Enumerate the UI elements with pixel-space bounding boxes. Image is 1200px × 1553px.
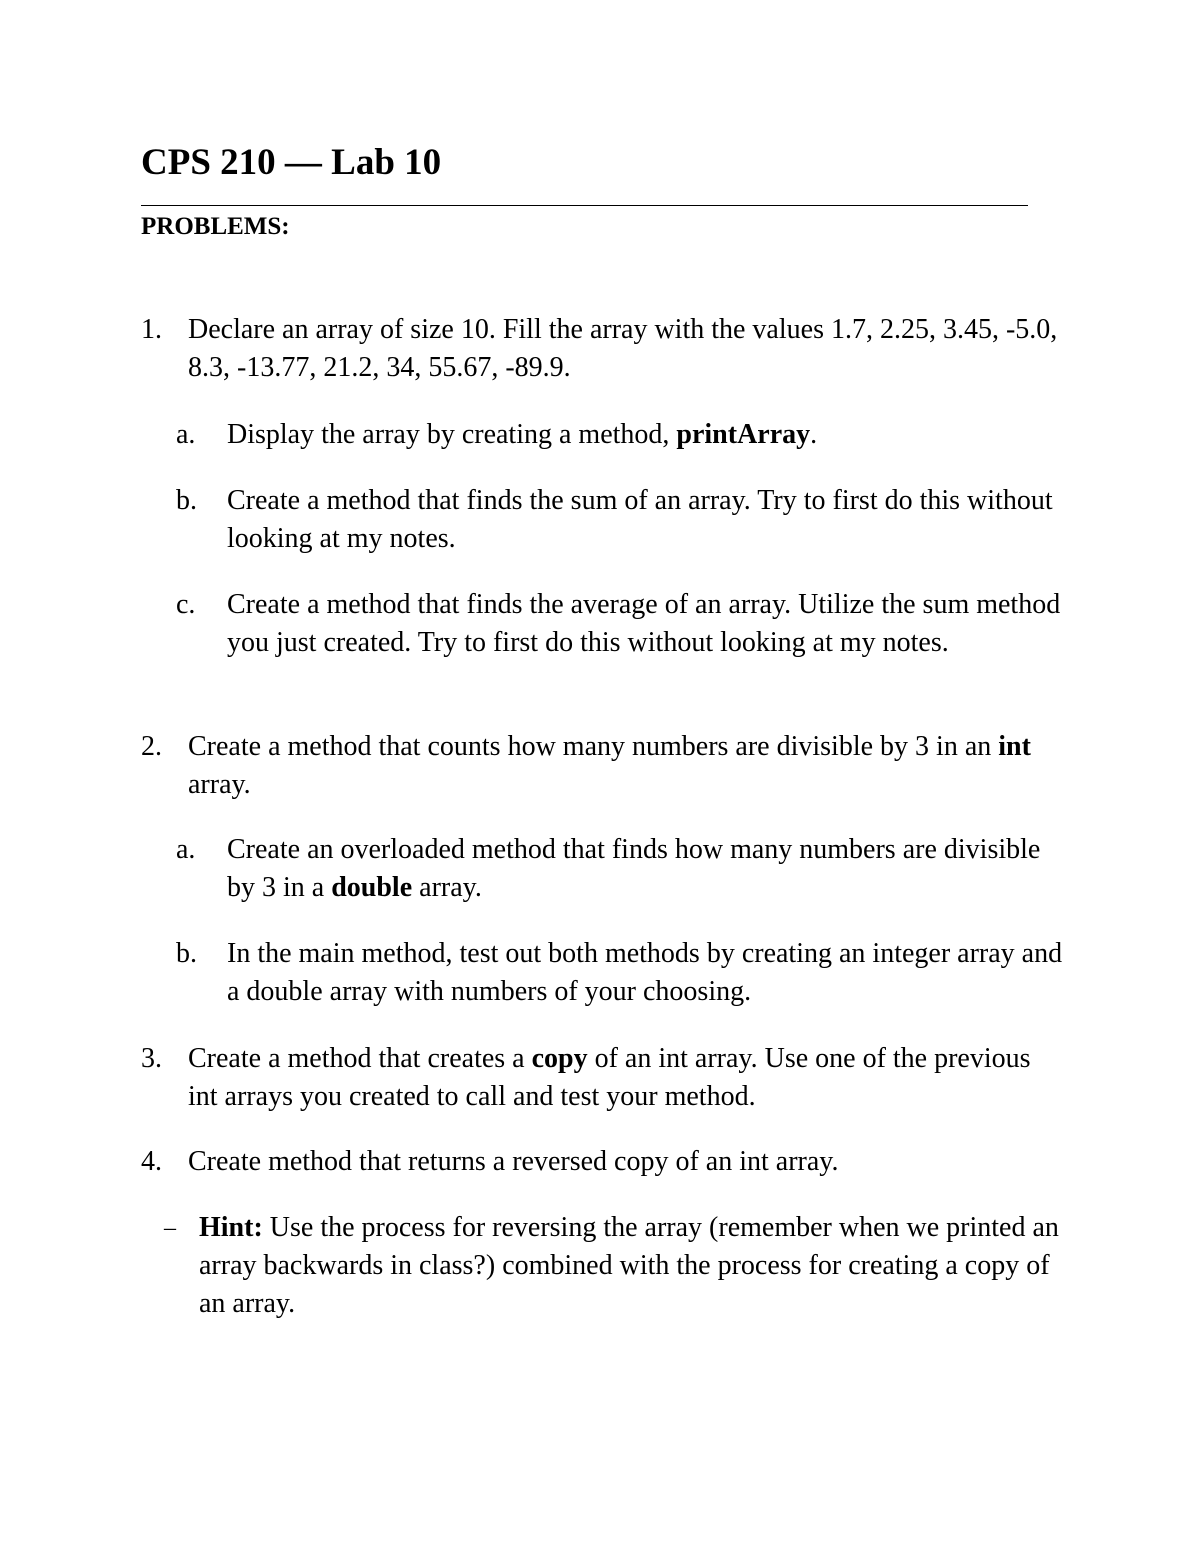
subitem-letter: a. (176, 419, 196, 450)
subitem-text: Create an overloaded method that finds how many numbers are divisible by 3 in a double array. (227, 834, 1041, 903)
hint-text: Hint: Use the process for reversing the array (remember when we printed an array backwards in class?) combined with the process for creating a copy of an array. (199, 1212, 1059, 1319)
dash-bullet: – (164, 1215, 176, 1241)
method-name: printArray (676, 419, 811, 450)
keyword: copy (531, 1043, 588, 1074)
problem-1a (176, 416, 1066, 454)
problem-text: Declare an array of size 10. Fill the array with the values 1.7, 2.25, 3.45, -5.0, 8.3, -13.77, 21.2, 34, 55.67, -89.9. (188, 314, 1058, 383)
subitem-text: Create a method that finds the average of an array. Utilize the sum method you just created. Try to first do this without looking at my notes. (227, 589, 1061, 658)
subitem-letter: b. (176, 938, 197, 969)
problem-4 (141, 1143, 1061, 1181)
problem-1b (176, 482, 1066, 558)
problem-number: 4. (141, 1146, 162, 1177)
subitem-letter: c. (176, 589, 196, 620)
problem-text: Create a method that creates a copy of an int array. Use one of the previous int arrays you created to call and test your method. (188, 1043, 1031, 1112)
subitem-letter: a. (176, 834, 196, 865)
title-divider (141, 205, 1028, 206)
problem-number: 1. (141, 314, 162, 345)
problem-1 (141, 311, 1061, 387)
problem-2 (141, 728, 1061, 804)
type-keyword: int (998, 731, 1031, 762)
problem-1c (176, 586, 1066, 662)
problem-2b (176, 935, 1066, 1011)
problem-number: 2. (141, 731, 162, 762)
subitem-letter: b. (176, 485, 197, 516)
subitem-text: Create a method that finds the sum of an array. Try to first do this without looking at my notes. (227, 485, 1053, 554)
subitem-text: In the main method, test out both methods by creating an integer array and a double array with numbers of your choosing. (227, 938, 1063, 1007)
problem-2a (176, 831, 1066, 907)
type-keyword: double (331, 872, 413, 903)
problem-3 (141, 1040, 1061, 1116)
section-label: PROBLEMS: (141, 213, 290, 240)
problem-text: Create method that returns a reversed copy of an int array. (188, 1146, 839, 1177)
hint-label: Hint: (199, 1212, 263, 1243)
subitem-text: Display the array by creating a method, printArray. (227, 419, 818, 450)
document-title: CPS 210 — Lab 10 (141, 142, 442, 183)
problem-4-hint (164, 1209, 1064, 1323)
problem-text: Create a method that counts how many numbers are divisible by 3 in an int array. (188, 731, 1031, 800)
problem-number: 3. (141, 1043, 162, 1074)
